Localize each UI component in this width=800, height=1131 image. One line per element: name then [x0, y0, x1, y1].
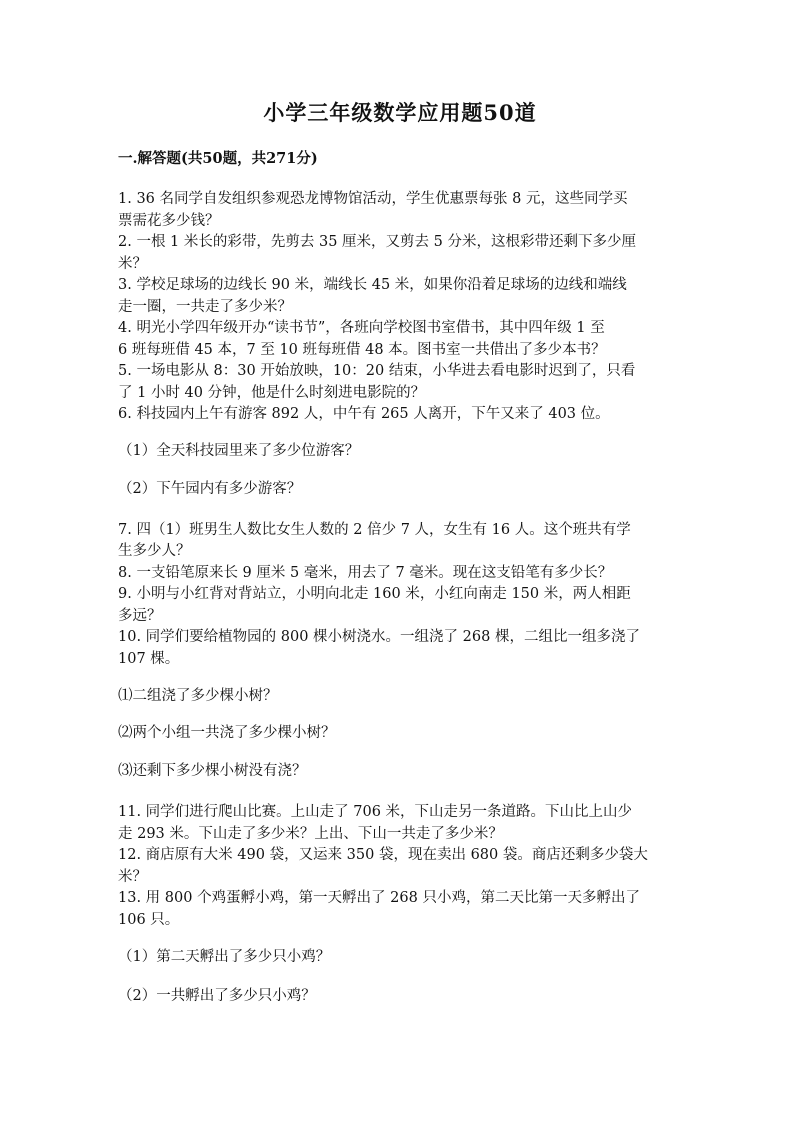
- question-line: 生多少人？: [118, 543, 191, 559]
- question-line: 11. 同学们进行爬山比赛。上山走了 706 米，下山走另一条道路。下山比上山少: [118, 804, 633, 820]
- question-line: 多远？: [118, 608, 162, 624]
- section-heading: 一.解答题(共50题，共271分): [118, 150, 318, 167]
- question-line: 1. 36 名同学自发组织参观恐龙博物馆活动，学生优惠票每张 8 元，这些同学买: [118, 191, 628, 207]
- question-line: 8. 一支铅笔原来长 9 厘米 5 毫米，用去了 7 毫米。现在这支铅笔有多少长？: [118, 565, 613, 581]
- question-line: 9. 小明与小红背对背站立，小明向北走 160 米，小红向南走 150 米，两人相距: [118, 586, 631, 602]
- sub-question: ⑵两个小组一共浇了多少棵小树？: [118, 725, 336, 741]
- question-line: 7. 四（1）班男生人数比女生人数的 2 倍少 7 人，女生有 16 人。这个班共有学: [118, 522, 631, 538]
- question-line: 3. 学校足球场的边线长 90 米，端线长 45 米，如果你沿着足球场的边线和端线: [118, 277, 627, 293]
- sub-question: （2）下午园内有多少游客？: [118, 481, 302, 497]
- question-line: 13. 用 800 个鸡蛋孵小鸡，第一天孵出了 268 只小鸡，第二天比第一天多孵出了: [118, 890, 640, 906]
- question-line: 米？: [118, 256, 147, 272]
- sub-question: （2）一共孵出了多少只小鸡？: [118, 988, 316, 1004]
- question-line: 票需花多少钱？: [118, 213, 220, 229]
- question-line: 4. 明光小学四年级开办“读书节”，各班向学校图书室借书，其中四年级 1 至: [118, 320, 605, 336]
- question-line: 走 293 米。下山走了多少米？上出、下山一共走了多少米？: [118, 826, 503, 842]
- question-line: 了 1 小时 40 分钟，他是什么时刻进电影院的？: [118, 385, 426, 401]
- question-line: 6. 科技园内上午有游客 892 人，中午有 265 人离开，下午又来了 403 位。: [118, 406, 610, 422]
- question-line: 107 棵。: [118, 651, 180, 667]
- question-line: 2. 一根 1 米长的彩带，先剪去 35 厘米，又剪去 5 分米，这根彩带还剩下多少厘: [118, 234, 636, 250]
- sub-question: （1）全天科技园里来了多少位游客？: [118, 443, 360, 459]
- sub-question: ⑶还剩下多少棵小树没有浇？: [118, 763, 307, 779]
- question-line: 6 班每班借 45 本，7 至 10 班每班借 48 本。图书室一共借出了多少本书？: [118, 342, 606, 358]
- question-line: 12. 商店原有大米 490 袋，又运来 350 袋，现在卖出 680 袋。商店还剩多少袋大: [118, 847, 648, 863]
- question-line: 10. 同学们要给植物园的 800 棵小树浇水。一组浇了 268 棵，二组比一组多浇了: [118, 629, 640, 645]
- question-line: 106 只。: [118, 912, 180, 928]
- question-line: 走一圈，一共走了多少米？: [118, 299, 292, 315]
- sub-question: ⑴二组浇了多少棵小树？: [118, 688, 278, 704]
- question-line: 5. 一场电影从 8：30 开始放映，10：20 结束，小华进去看电影时迟到了，只看: [118, 363, 636, 379]
- page-title: 小学三年级数学应用题50道: [263, 100, 537, 125]
- question-line: 米？: [118, 869, 147, 885]
- sub-question: （1）第二天孵出了多少只小鸡？: [118, 949, 331, 965]
